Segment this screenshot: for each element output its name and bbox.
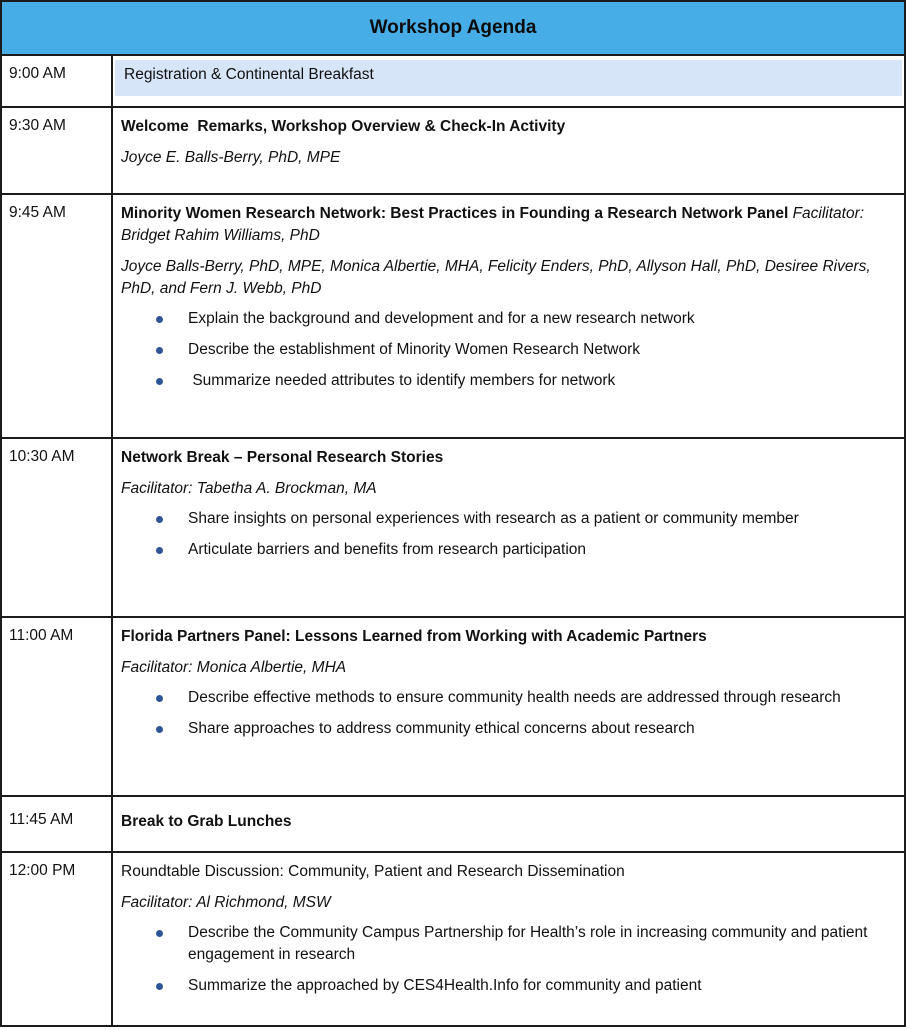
agenda-row [2, 797, 904, 853]
objective-text: Summarize the approached by CES4Health.Info for community and patient [188, 977, 702, 994]
session-title: Break to Grab Lunches [121, 813, 292, 830]
session-title: Registration & Continental Breakfast [124, 66, 374, 83]
session-time: 12:00 PM [2, 853, 113, 1026]
session-content [113, 797, 904, 851]
objective-text: Share approaches to address community ethical concerns about research [188, 720, 695, 737]
objective-item [121, 922, 896, 966]
session-time: 9:00 AM [2, 56, 113, 106]
objective-text: Summarize needed attributes to identify members for network [188, 372, 616, 389]
session-time: 11:45 AM [2, 797, 113, 851]
session-title: Network Break – Personal Research Stories [121, 449, 444, 466]
agenda-header [2, 2, 904, 56]
session-content [113, 195, 904, 437]
bullet-icon [156, 547, 163, 554]
session-content [113, 56, 904, 106]
session-title: Minority Women Research Network: Best Practices in Founding a Research Network Panel [121, 205, 789, 222]
bullet-icon [156, 983, 163, 990]
objective-text: Share insights on personal experiences with research as a patient or community member [188, 510, 799, 527]
session-title-line [121, 203, 896, 247]
objective-item [121, 370, 896, 392]
session-title: Roundtable Discussion: Community, Patient and Research Dissemination [121, 863, 625, 880]
agenda-row [2, 439, 904, 618]
session-time: 9:45 AM [2, 195, 113, 437]
objective-item [121, 539, 896, 561]
session-facilitator: Facilitator: Monica Albertie, MHA [121, 659, 347, 676]
bullet-icon [156, 516, 163, 523]
session-time: 9:30 AM [2, 108, 113, 193]
session-title-highlight [115, 60, 902, 96]
objective-text: Describe effective methods to ensure community health needs are addressed through research [188, 689, 841, 706]
session-speakers: Joyce E. Balls-Berry, PhD, MPE [121, 149, 341, 166]
objective-text: Explain the background and development and for a new research network [188, 310, 695, 327]
bullet-icon [156, 726, 163, 733]
session-facilitator: Facilitator: Al Richmond, MSW [121, 894, 331, 911]
bullet-icon [156, 695, 163, 702]
objective-item [121, 718, 896, 740]
agenda-row [2, 853, 904, 1026]
session-speakers: Joyce Balls-Berry, PhD, MPE, Monica Albertie, MHA, Felicity Enders, PhD, Allyson Hall, PhD, Desiree Rivers, PhD, and Fern J. Webb, PhD [121, 258, 871, 297]
objectives-list [121, 922, 896, 997]
session-content [113, 439, 904, 616]
objective-item [121, 308, 896, 330]
agenda-row [2, 195, 904, 439]
session-title: Florida Partners Panel: Lessons Learned from Working with Academic Partners [121, 628, 707, 645]
objectives-list [121, 687, 896, 740]
agenda-row [2, 56, 904, 108]
objectives-list [121, 308, 896, 392]
session-title: Welcome Remarks, Workshop Overview & Check-In Activity [121, 118, 566, 135]
bullet-icon [156, 347, 163, 354]
agenda-title: Workshop Agenda [369, 17, 537, 38]
objective-item [121, 339, 896, 361]
session-content [113, 618, 904, 795]
objective-text: Describe the Community Campus Partnership for Health’s role in increasing community and patient engagement in research [188, 924, 868, 963]
objective-item [121, 687, 896, 709]
agenda-row [2, 618, 904, 797]
objective-item [121, 975, 896, 997]
objective-text: Articulate barriers and benefits from research participation [188, 541, 587, 558]
objective-item [121, 508, 896, 530]
session-time: 11:00 AM [2, 618, 113, 795]
session-facilitator: Facilitator: Tabetha A. Brockman, MA [121, 480, 377, 497]
session-time: 10:30 AM [2, 439, 113, 616]
objectives-list [121, 508, 896, 561]
objective-text: Describe the establishment of Minority Women Research Network [188, 341, 640, 358]
bullet-icon [156, 316, 163, 323]
bullet-icon [156, 378, 163, 385]
session-facilitator: Facilitator: Bridget Rahim Williams, PhD [121, 205, 865, 244]
session-content [113, 108, 904, 193]
session-content [113, 853, 904, 1026]
bullet-icon [156, 930, 163, 937]
agenda-row [2, 108, 904, 195]
